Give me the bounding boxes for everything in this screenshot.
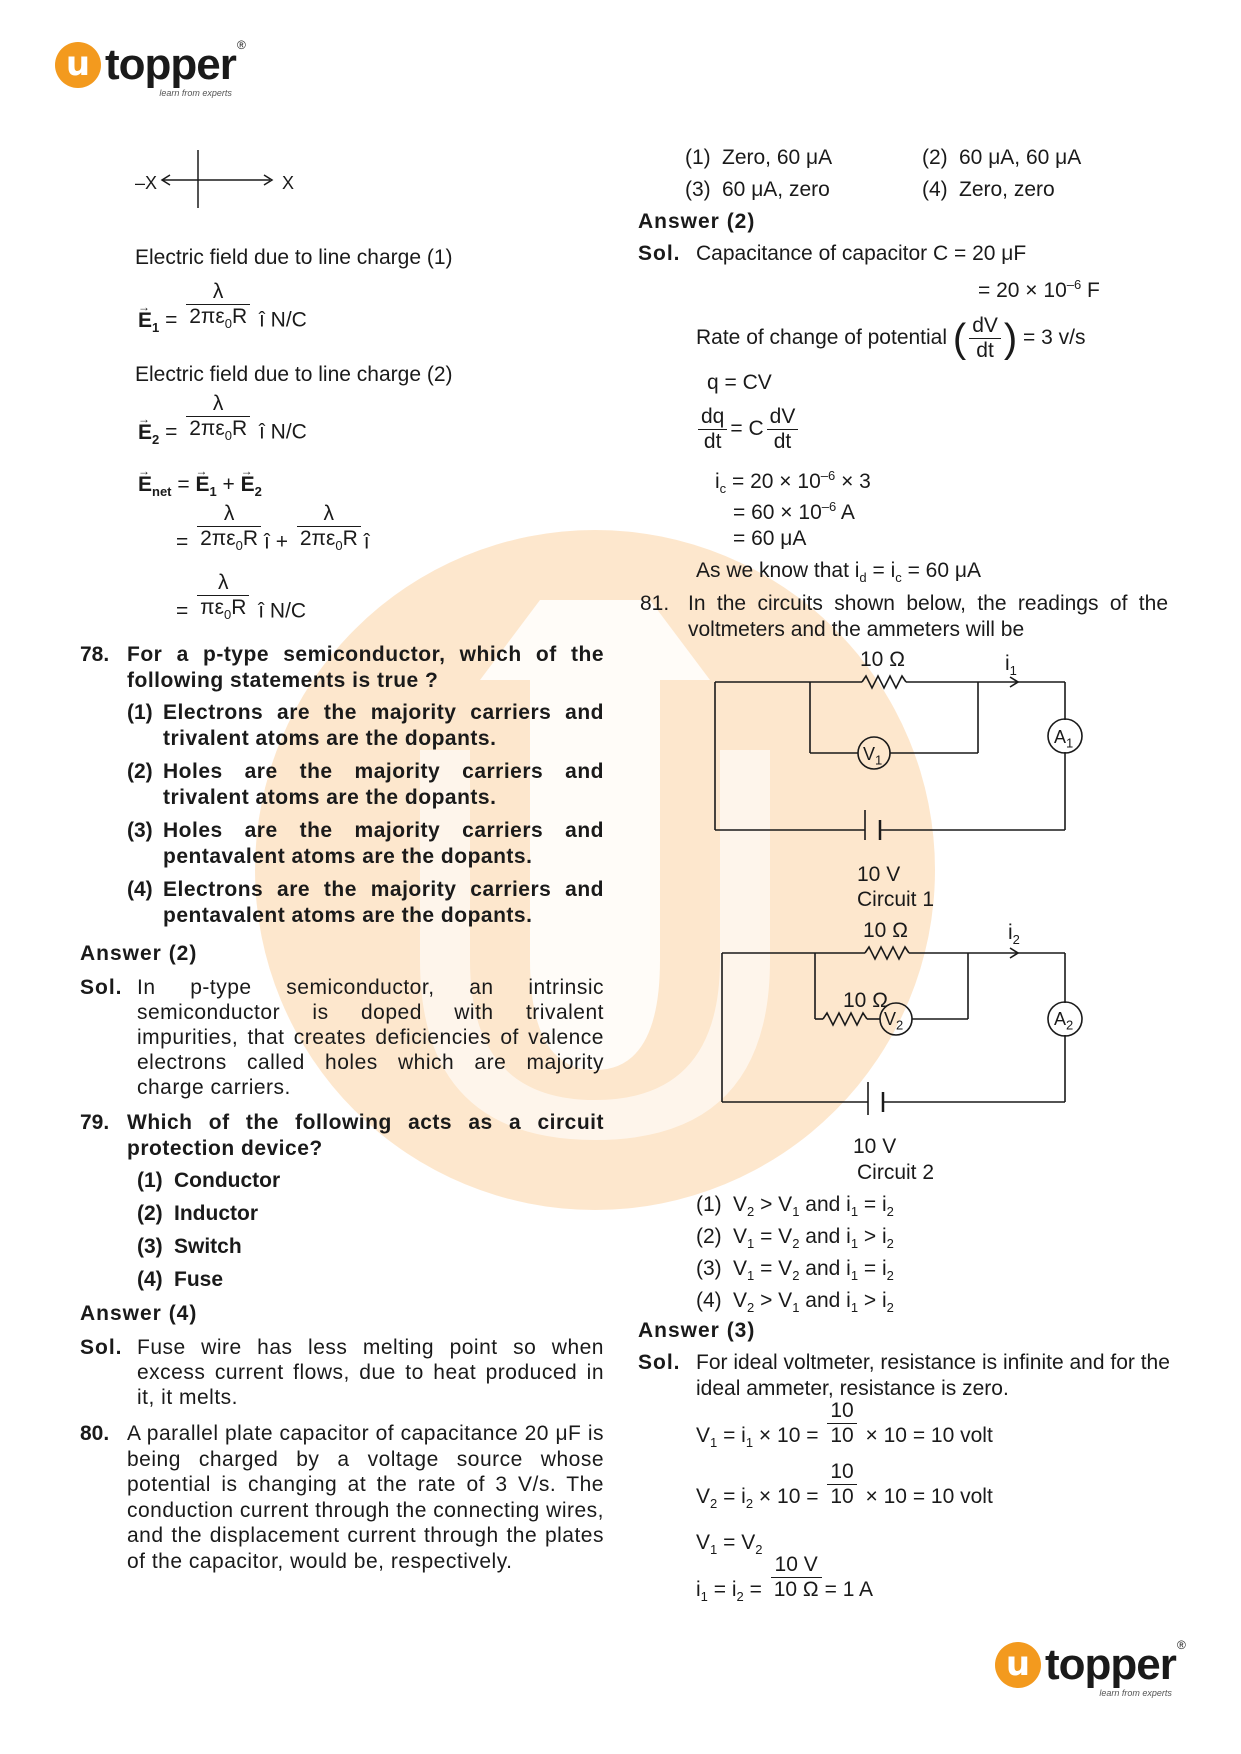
q81-option-2-num: (2) <box>696 1225 722 1248</box>
q81-option-1-num: (1) <box>696 1193 722 1216</box>
q79-option-3: Switch <box>174 1235 242 1258</box>
logo-wordmark: topper <box>105 40 236 89</box>
q81-option-4-num: (4) <box>696 1289 722 1312</box>
eq-dq-dt: $\frac{dq}{dt}$ = C $\frac{dV}{dt}$ <box>695 405 801 454</box>
q78-solution: In p-type semiconductor, an intrinsic semiconductor is doped with trivalent impurities, that creates deficiencies of valence electrons called holes which are majority charge carriers. <box>137 976 604 1099</box>
q81-option-3: $V_1 = V_2$ and $i_1 = i_2$ <box>733 1257 894 1284</box>
q78-number: 78. <box>80 643 110 666</box>
q79-option-1: Conductor <box>174 1169 281 1192</box>
q79-solution: Fuse wire has less melting point so when excess current flows, due to heat produced in it, it melts. <box>137 1336 604 1409</box>
q80-sol-line2: = $20 \times 10^{-6}$ F <box>978 277 1100 302</box>
circuit-2-voltmeter: $V_2$ <box>884 1009 904 1033</box>
eq-v1-v2: $V_1 = V_2$ <box>696 1531 763 1558</box>
logo-tagline: learn from experts <box>159 88 232 98</box>
eq-enet: → $E_{net}$ = → $E_1$ + → $E_2$ <box>138 472 262 505</box>
eq-v1: $V_1 = i_1 \times 10$ = $\frac{10}{10}$ × 10 = 10 volt <box>696 1398 993 1451</box>
circuit-2-resistor-1-label: 10 Ω <box>863 919 908 942</box>
q78-option-3-num: (3) <box>127 819 153 842</box>
q79-answer: Answer (4) <box>80 1302 198 1325</box>
eq-v2: $V_2 = i_2 \times 10$ = $\frac{10}{10}$ × 10 = 10 volt <box>696 1459 993 1512</box>
q80-option-1-num: (1) <box>685 146 711 169</box>
q78-option-4-num: (4) <box>127 878 153 901</box>
q78-text: For a p-type semiconductor, which of the following statements is true ? <box>127 643 604 692</box>
q80-text: A parallel plate capacitor of capacitance 20 μF is being charged by a voltage source whose potential is changing at the rate of 3 V/s. The conduction current through the connecting wires, and the displacement current through the plates of the capacitor, would be, respectively. <box>127 1422 604 1573</box>
q78-option-2-num: (2) <box>127 760 153 783</box>
circuit-2-ammeter: $A_2$ <box>1054 1009 1074 1033</box>
circuit-1-label: Circuit 1 <box>857 888 935 911</box>
circuit-1-resistor-label: 10 Ω <box>860 648 905 671</box>
axis-diagram <box>140 148 300 208</box>
q78-option-1: Electrons are the majority carriers and trivalent atoms are the dopants. <box>163 701 604 750</box>
q78-option-4: Electrons are the majority carriers and pentavalent atoms are the dopants. <box>163 878 604 927</box>
circuit-1-ammeter: $A_1$ <box>1054 727 1074 751</box>
q80-option-2: 60 μA, 60 μA <box>959 146 1082 169</box>
q78-sol-label: Sol. <box>80 976 123 999</box>
displacement-statement: As we know that $i_d = i_c = 60$ μA <box>696 559 981 586</box>
logo-badge-footer-icon: u <box>995 1642 1041 1688</box>
q78-option-3: Holes are the majority carriers and pentavalent atoms are the dopants. <box>163 819 604 868</box>
q81-sol-label: Sol. <box>638 1351 681 1374</box>
eq-sum: = $\frac{\lambda}{2\pi\varepsilon_0R}$ î + $\frac{\lambda}{2\pi\varepsilon_0R}$ î <box>176 502 370 554</box>
q81-option-4: $V_2 > V_1$ and $i_1 > i_2$ <box>733 1289 894 1316</box>
q79-option-3-num: (3) <box>137 1235 163 1258</box>
logo-wordmark-footer: topper <box>1045 1640 1176 1689</box>
logo-registered-footer: ® <box>1177 1638 1186 1652</box>
brand-logo-footer <box>995 1638 1186 1698</box>
logo-tagline-footer: learn from experts <box>1099 1688 1172 1698</box>
q81-option-2: $V_1 = V_2$ and $i_1 > i_2$ <box>733 1225 894 1252</box>
q81-text: In the circuits shown below, the readings of the voltmeters and the ammeters will be <box>688 592 1168 641</box>
q81-option-1: $V_2 > V_1$ and $i_1 = i_2$ <box>733 1193 894 1220</box>
q78-option-2: Holes are the majority carriers and trivalent atoms are the dopants. <box>163 760 604 809</box>
q81-option-3-num: (3) <box>696 1257 722 1280</box>
q80-number: 80. <box>80 1422 110 1445</box>
eq-ic-2: = $60 \times 10^{-6}$ A <box>733 499 855 524</box>
eq-e2: → $E_2$ = $\frac{\lambda}{2\pi\varepsilon_0R}$ î N/C <box>138 418 307 453</box>
q79-option-1-num: (1) <box>137 1169 163 1192</box>
eq-ic-1: $i_c = 20 \times 10^{-6} \times 3$ <box>715 468 871 497</box>
eq-q-cv: q = CV <box>707 371 772 394</box>
q80-option-3-num: (3) <box>685 178 711 201</box>
q79-option-2-num: (2) <box>137 1202 163 1225</box>
q79-option-4: Fuse <box>174 1268 224 1291</box>
rate-of-change: Rate of change of potential ( $\frac{dV}{dt}$ ) = 3 v/s <box>696 314 1086 362</box>
q79-option-2: Inductor <box>174 1202 258 1225</box>
q79-number: 79. <box>80 1111 110 1134</box>
circuit-2-label: Circuit 2 <box>857 1161 935 1184</box>
q80-option-3: 60 μA, zero <box>722 178 830 201</box>
q78-answer: Answer (2) <box>80 942 198 965</box>
eq-i1-i2: $i_1 = i_2$ = $\frac{10 V}{10 \Omega}$ = 1 A <box>696 1552 874 1605</box>
q81-solution: For ideal voltmeter, resistance is infinite and for the ideal ammeter, resistance is zero. <box>696 1351 1170 1400</box>
q79-sol-label: Sol. <box>80 1336 123 1359</box>
q81-number: 81. <box>640 592 670 615</box>
circuit-2-emf: 10 V <box>853 1135 897 1158</box>
q79-option-4-num: (4) <box>137 1268 163 1291</box>
q80-option-1: Zero, 60 μA <box>722 146 833 169</box>
axis-pos-label: X <box>282 173 295 193</box>
ef2-label: Electric field due to line charge (2) <box>135 363 453 386</box>
q79-text: Which of the following acts as a circuit protection device? <box>127 1111 604 1160</box>
circuit-2-current-label: $i_2$ <box>1008 921 1020 948</box>
circuit-1-emf: 10 V <box>857 863 901 886</box>
q80-answer: Answer (2) <box>638 210 756 233</box>
q80-option-2-num: (2) <box>922 146 948 169</box>
eq-e1: → $E_1$ = $\frac{\lambda}{2\pi\varepsilon_0R}$ î N/C <box>138 306 307 341</box>
q78-option-1-num: (1) <box>127 701 153 724</box>
axis-neg-label: –X <box>135 173 158 193</box>
eq-ic-3: = 60 μA <box>733 527 807 550</box>
q80-option-4: Zero, zero <box>959 178 1055 201</box>
logo-registered: ® <box>237 38 246 52</box>
eq-final: = $\frac{\lambda}{\pi\varepsilon_0R}$ î N/C <box>176 571 307 623</box>
circuit-2-resistor-2-label: 10 Ω <box>843 989 888 1012</box>
q80-option-4-num: (4) <box>922 178 948 201</box>
q80-sol-label: Sol. <box>638 242 681 265</box>
brand-logo <box>55 38 246 98</box>
circuit-1-voltmeter: $V_1$ <box>863 744 883 768</box>
ef1-label: Electric field due to line charge (1) <box>135 246 453 269</box>
q81-answer: Answer (3) <box>638 1319 756 1342</box>
circuit-1-current-label: $i_1$ <box>1005 652 1017 679</box>
q80-sol-line1: Capacitance of capacitor C = 20 μF <box>696 242 1027 265</box>
logo-badge-icon: u <box>55 42 101 88</box>
